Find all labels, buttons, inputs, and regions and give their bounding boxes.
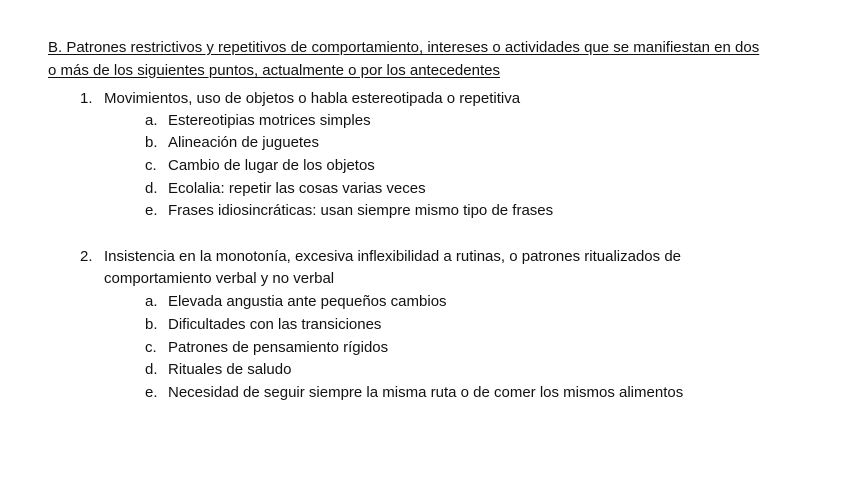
list-subitem-1a-marker: a. xyxy=(145,112,158,129)
list-subitem-1b-text: Alineación de juguetes xyxy=(168,134,319,151)
list-subitem-1c-marker: c. xyxy=(145,157,157,174)
list-subitem-2d-text: Rituales de saludo xyxy=(168,361,292,378)
list-subitem-2e-marker: e. xyxy=(145,384,158,401)
list-item-1-marker: 1. xyxy=(80,90,93,107)
section-heading-line-1: B. Patrones restrictivos y repetitivos de comportamiento, intereses o actividades que se manifiestan en dos xyxy=(48,39,760,56)
list-item-2-text-line-1: Insistencia en la monotonía, excesiva inflexibilidad a rutinas, o patrones ritualizados de xyxy=(104,248,682,265)
list-subitem-1d-text: Ecolalia: repetir las cosas varias veces xyxy=(168,180,426,197)
list-subitem-2c-marker: c. xyxy=(145,339,157,356)
list-subitem-1a-text: Estereotipias motrices simples xyxy=(168,112,371,129)
list-subitem-2b-text: Dificultades con las transiciones xyxy=(168,316,382,333)
list-subitem-1b-marker: b. xyxy=(145,134,158,151)
list-subitem-1c-text: Cambio de lugar de los objetos xyxy=(168,157,375,174)
list-subitem-2a-text: Elevada angustia ante pequeños cambios xyxy=(168,293,447,310)
list-subitem-1e-text: Frases idiosincráticas: usan siempre mismo tipo de frases xyxy=(168,202,554,219)
section-heading-line-2: o más de los siguientes puntos, actualmente o por los antecedentes xyxy=(48,61,500,79)
list-subitem-2b-marker: b. xyxy=(145,316,158,333)
list-subitem-2c-text: Patrones de pensamiento rígidos xyxy=(168,339,389,356)
list-subitem-2a-marker: a. xyxy=(145,293,158,310)
list-item-2-text-line-2: comportamiento verbal y no verbal xyxy=(104,270,335,287)
list-subitem-2d-marker: d. xyxy=(145,361,158,378)
section-heading xyxy=(48,37,828,82)
list-subitem-1e-marker: e. xyxy=(145,202,158,219)
list-subitem-1d-marker: d. xyxy=(145,180,158,197)
list-item-2-marker: 2. xyxy=(80,248,93,265)
list-item-1-text: Movimientos, uso de objetos o habla estereotipada o repetitiva xyxy=(104,90,521,107)
list-subitem-2e-text: Necesidad de seguir siempre la misma ruta o de comer los mismos alimentos xyxy=(168,384,684,401)
